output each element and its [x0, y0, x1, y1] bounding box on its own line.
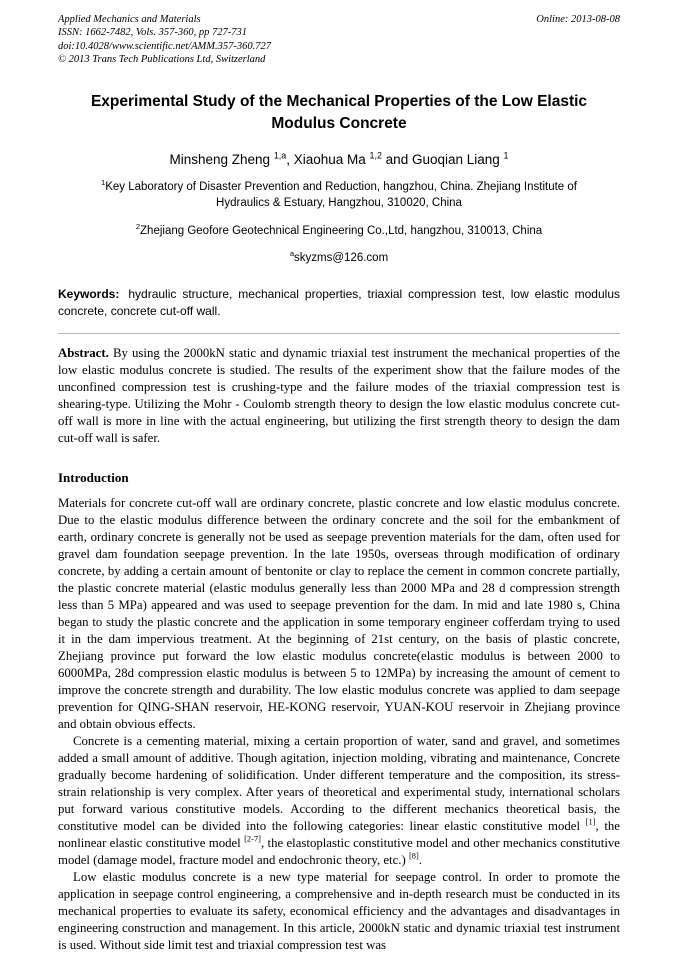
citation-ref-8: [8] — [408, 850, 419, 861]
intro-p2-text-4: . — [418, 853, 422, 868]
journal-doi-line: doi:10.4028/www.scientific.net/AMM.357-360.727 — [58, 40, 271, 52]
affiliation-1-mark: 1 — [100, 177, 106, 187]
intro-p2-text-3: , the elastoplastic constitutive model and other mechanics constitutive model (damage model, fracture model and endochronic theory, etc.) — [58, 836, 620, 868]
abstract-text: By using the 2000kN static and dynamic triaxial test instrument the mechanical properties of the low elastic modulus concrete is studied. The results of the experiment show that the failure modes of the unconfined compression test is crushing-type and the failure modes of the triaxial compression test is shearing-type. Utilizing the Mohr - Coulomb strength theory to design the low elastic modulus concrete cut-off wall is more in line with the actual engineering, but utilizing the first strength theory to design the dam cut-off wall is safer. — [58, 345, 620, 445]
affiliation-1-text: Key Laboratory of Disaster Prevention and Reduction, hangzhou, China. Zhejiang Institute of Hydraulics & Estuary, Hangzhou, 310020, China — [105, 180, 577, 209]
front-matter-divider — [58, 333, 620, 334]
affiliation-2-mark: 2 — [135, 222, 141, 232]
introduction-heading: Introduction — [58, 469, 129, 485]
citation-ref-1: [1] — [585, 816, 596, 827]
journal-copyright-line: © 2013 Trans Tech Publications Ltd, Switzerland — [58, 54, 266, 66]
keywords-label: Keywords: — [58, 286, 120, 301]
abstract-label: Abstract. — [58, 345, 109, 360]
journal-header — [58, 13, 620, 67]
author-3-affiliation-mark: 1 — [503, 150, 509, 161]
journal-info-block — [58, 13, 271, 67]
keywords-block — [58, 286, 620, 321]
author-name-3: and Guoqian Liang — [381, 151, 504, 167]
paper-title: Experimental Study of the Mechanical Properties of the Low Elastic Modulus Concrete — [90, 92, 588, 133]
journal-name: Applied Mechanics and Materials — [58, 14, 201, 25]
email-mark: a — [289, 249, 295, 259]
intro-paragraph-1: Materials for concrete cut-off wall are ordinary concrete, plastic concrete and low elastic modulus concrete. Due to the elastic modulus difference between the ordinary concrete and the soil for the embankment of earth, ordinary concrete is generally not be used as seepage prevention materials for the dam, often used for gravel dam foundation seepage prevention. In the late 1950s, overseas through modification of ordinary concrete, by adding a certain amount of bentonite or clay to replace the cement in common concrete partially, the plastic concrete material (elastic modulus generally less than 2000 MPa and 28 d compression strength less than 5 MPa) appeared and was used to seepage prevention for the dam. In mid and late 1980 s, China began to study the plastic concrete and the application in some temporary engineer cofferdam trying to used it in the dam impervious treatment. At the beginning of 21st century, on the basis of plastic concrete, Zhejiang province put forward the low elastic modulus concrete(elastic modulus is between 2000 to 6000MPa, 28d compression elastic modulus is between 5 to 12MPa) by increasing the amount of cement to improve the concrete strength and durability. The low elastic modulus concrete was applied to dam seepage prevention for QING-SHAN reservoir, HE-KONG reservoir, YUAN-KOU reservoir in Zhejiang province and obtain obvious effects. — [58, 495, 620, 732]
author-name-1: Minsheng Zheng — [169, 151, 274, 167]
author-email — [58, 249, 620, 264]
email-text: skyzms@126.com — [294, 251, 389, 264]
affiliation-2-text: Zhejiang Geofore Geotechnical Engineering Co.,Ltd, hangzhou, 310013, China — [140, 224, 543, 237]
intro-p2-text-1: Concrete is a cementing material, mixing a certain proportion of water, sand and gravel, and sometimes added a small amount of additive. Though agitation, injection molding, vibrating and maintenance, Concrete gradually become hardening of solidification. Under different temperature and the composition, its stress-strain relationship is very complex. After years of theoretical and experimental study, international scholars put forward various constitutive models. According to the different mechanics theoretical basis, the constitutive model can be divided into the following categories: linear elastic constitutive model — [58, 734, 620, 834]
citation-ref-2-7: [2-7] — [244, 833, 261, 844]
keywords-text: hydraulic structure, mechanical properties, triaxial compression test, low elastic modulus concrete, concrete cut-off wall. — [58, 286, 620, 319]
online-date: Online: 2013-08-08 — [536, 14, 620, 25]
abstract-block — [58, 345, 620, 447]
authors-line — [58, 152, 620, 167]
intro-paragraph-3: Low elastic modulus concrete is a new type material for seepage control. In order to promote the application in seepage control engineering, a comprehensive and in-depth research must be conducted in its mechanical properties to evaluate its safety, economical efficiency and the advantages and disadvantages in engineering construction and management. In this article, 2000kN static and dynamic triaxial test instrument is used. Without side limit test and triaxial compression test was — [58, 870, 620, 953]
author-1-affiliation-mark: 1,a — [273, 150, 287, 161]
author-name-2: , Xiaohua Ma — [286, 151, 370, 167]
intro-paragraph-2 — [58, 733, 620, 869]
affiliation-1 — [98, 179, 580, 211]
intro-p2-text-2: , the nonlinear elastic constitutive model — [58, 819, 620, 851]
author-2-affiliation-mark: 1,2 — [369, 150, 382, 161]
affiliation-2 — [98, 223, 580, 239]
journal-issn-line: ISSN: 1662-7482, Vols. 357-360, pp 727-731 — [58, 27, 247, 39]
